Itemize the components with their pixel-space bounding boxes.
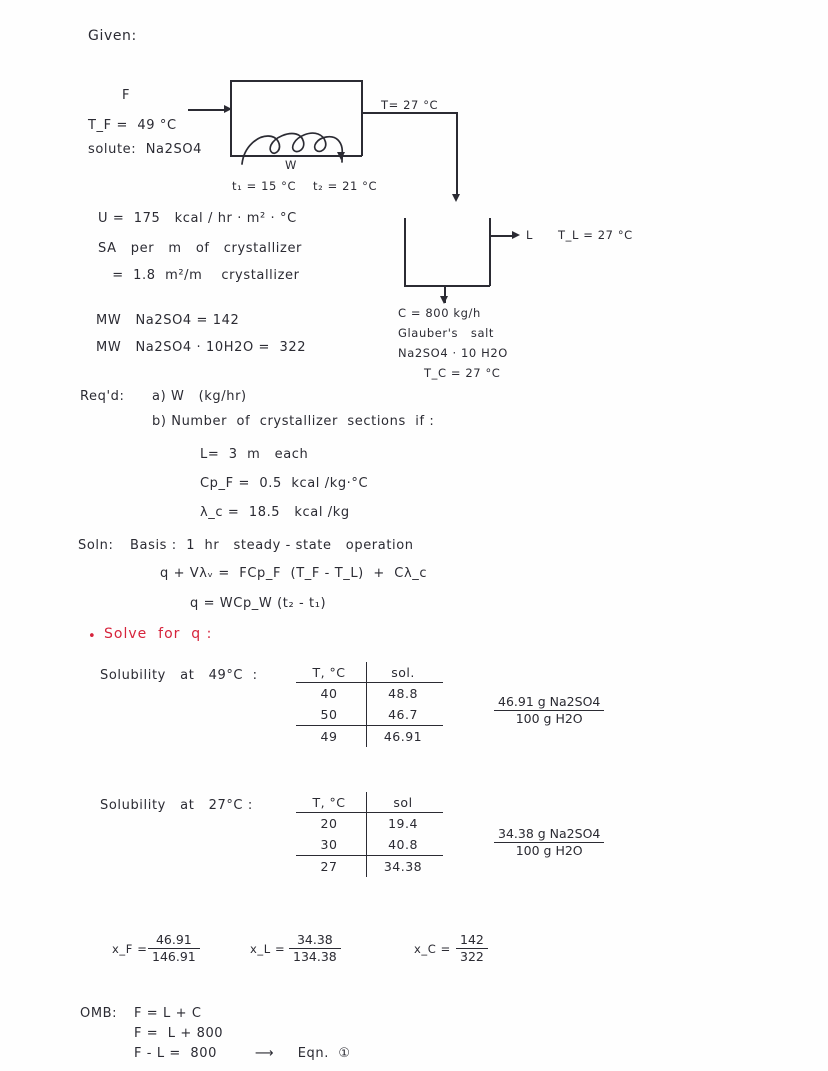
table-row	[296, 704, 443, 726]
condition-heat-of-crystallization: λ_c = 18.5 kcal /kg	[200, 505, 350, 520]
condition-length: L= 3 m each	[200, 447, 309, 462]
param-surface-area-label: SA per m of crystallizer	[98, 241, 302, 256]
coolant-outlet-arrow	[337, 152, 345, 160]
coolant-outlet-temp: t₂ = 21 °C	[313, 179, 378, 193]
solubility-49-denominator: 100 g H2O	[494, 710, 604, 727]
step-solve-for-q: Solve for q :	[104, 626, 213, 642]
required-item-a: a) W (kg/hr)	[152, 389, 247, 404]
solubility-27-row0-sol: 19.4	[388, 816, 418, 831]
solubility-49-table	[296, 662, 443, 747]
omb-line-1: F = L + C	[134, 1006, 202, 1021]
table-row	[296, 834, 443, 856]
solubility-49-label: Solubility at 49°C :	[100, 668, 258, 683]
step-bullet: •	[88, 629, 97, 644]
mass-fraction-feed-denominator: 146.91	[148, 948, 200, 965]
crystals-temperature: T_C = 27 °C	[424, 366, 501, 380]
coolant-label: W	[285, 158, 297, 172]
crystals-outlet-arrow	[440, 296, 448, 304]
mass-fraction-liquor-value	[289, 932, 341, 966]
crystallizer-box-top	[230, 80, 362, 82]
feed-temperature: T_F = 49 °C	[88, 118, 177, 133]
solubility-49-result-fraction	[494, 694, 604, 728]
param-surface-area-value: = 1.8 m²/m crystallizer	[98, 268, 300, 283]
solubility-27-header-sol: sol	[367, 792, 444, 813]
liquor-temperature: T_L = 27 °C	[558, 228, 633, 242]
mass-fraction-crystals-symbol: x_C =	[414, 942, 451, 956]
product-line-arrow	[452, 194, 460, 202]
solubility-49-numerator: 46.91 g Na2SO4	[498, 694, 601, 709]
energy-balance-equation: q + Vλᵥ = FCp_F (T_F - T_L) + Cλ_c	[160, 566, 428, 581]
solubility-27-interp-sol: 34.38	[383, 859, 423, 874]
crystallizer-box-right-upper	[361, 80, 363, 112]
solubility-27-row0-temp: 20	[296, 813, 367, 835]
mass-fraction-crystals-numerator: 142	[460, 932, 484, 947]
liquor-outlet-arrow	[512, 231, 520, 239]
feed-arrow-line	[188, 109, 226, 111]
table-row	[296, 813, 443, 835]
omb-line-2: F = L + 800	[134, 1026, 224, 1041]
solubility-49-header-temp: T, °C	[296, 662, 367, 683]
solubility-27-header-temp: T, °C	[296, 792, 367, 813]
coolant-duty-equation: q = WCp_W (t₂ - t₁)	[190, 596, 327, 611]
solubility-27-row1-sol: 40.8	[367, 834, 444, 856]
required-heading: Req'd:	[80, 389, 125, 404]
solution-heading: Soln:	[78, 538, 114, 553]
mass-fraction-liquor-symbol: x_L =	[250, 942, 286, 956]
crystals-formula: Na2SO4 · 10 H2O	[398, 346, 508, 360]
crystals-rate: C = 800 kg/h	[398, 306, 481, 320]
mass-fraction-crystals-value	[456, 932, 488, 966]
coolant-inlet-temp: t₁ = 15 °C	[232, 179, 297, 193]
solubility-27-table	[296, 792, 443, 877]
omb-line-3: F - L = 800 ⟶ Eqn. ①	[134, 1046, 351, 1061]
mass-fraction-liquor-denominator: 134.38	[289, 948, 341, 965]
crystallizer-box-left	[230, 80, 232, 156]
omb-heading: OMB:	[80, 1006, 118, 1021]
table-row	[296, 856, 443, 878]
tank-left-wall	[404, 218, 406, 286]
solubility-27-result-fraction	[494, 826, 604, 860]
param-mw-anhydrous: MW Na2SO4 = 142	[96, 313, 240, 328]
mass-fraction-crystals-denominator: 322	[456, 948, 488, 965]
feed-solute: solute: Na2SO4	[88, 142, 203, 157]
crystallizer-outlet-temp: T= 27 °C	[381, 98, 439, 112]
solubility-49-row0-sol: 48.8	[388, 686, 418, 701]
solubility-49-row1-sol: 46.7	[367, 704, 444, 726]
mass-fraction-feed-symbol: x_F =	[112, 942, 148, 956]
crystallizer-box-right-lower	[361, 112, 363, 156]
table-row	[296, 683, 443, 705]
mass-fraction-liquor-numerator: 34.38	[296, 932, 333, 947]
condition-feed-heat-capacity: Cp_F = 0.5 kcal /kg·°C	[200, 476, 369, 491]
param-overall-coefficient: U = 175 kcal / hr · m² · °C	[98, 211, 297, 226]
given-heading: Given:	[88, 28, 137, 44]
solubility-49-row1-temp: 50	[296, 704, 367, 726]
solubility-49-row0-temp: 40	[296, 683, 367, 705]
mass-fraction-feed-numerator: 46.91	[155, 932, 192, 947]
feed-stream-label: F	[122, 88, 131, 103]
param-mw-decahydrate: MW Na2SO4 · 10H2O = 322	[96, 340, 307, 355]
solubility-27-row1-temp: 30	[296, 834, 367, 856]
mass-fraction-feed-value	[148, 932, 200, 966]
solution-basis: Basis : 1 hr steady - state operation	[130, 538, 414, 553]
solubility-49-interp-sol: 46.91	[383, 729, 423, 744]
solubility-49-header-sol: sol.	[367, 662, 444, 683]
solubility-27-numerator: 34.38 g Na2SO4	[498, 826, 601, 841]
liquor-stream-label: L	[526, 228, 534, 242]
tank-bottom	[404, 285, 490, 287]
solubility-49-interp-temp: 49	[296, 726, 367, 748]
product-line-vertical	[456, 112, 458, 198]
solubility-27-label: Solubility at 27°C :	[100, 798, 253, 813]
required-item-b: b) Number of crystallizer sections if :	[152, 414, 435, 429]
crystals-name: Glauber's salt	[398, 326, 495, 340]
solubility-27-interp-temp: 27	[296, 856, 367, 878]
table-row	[296, 726, 443, 748]
solubility-27-denominator: 100 g H2O	[494, 842, 604, 859]
